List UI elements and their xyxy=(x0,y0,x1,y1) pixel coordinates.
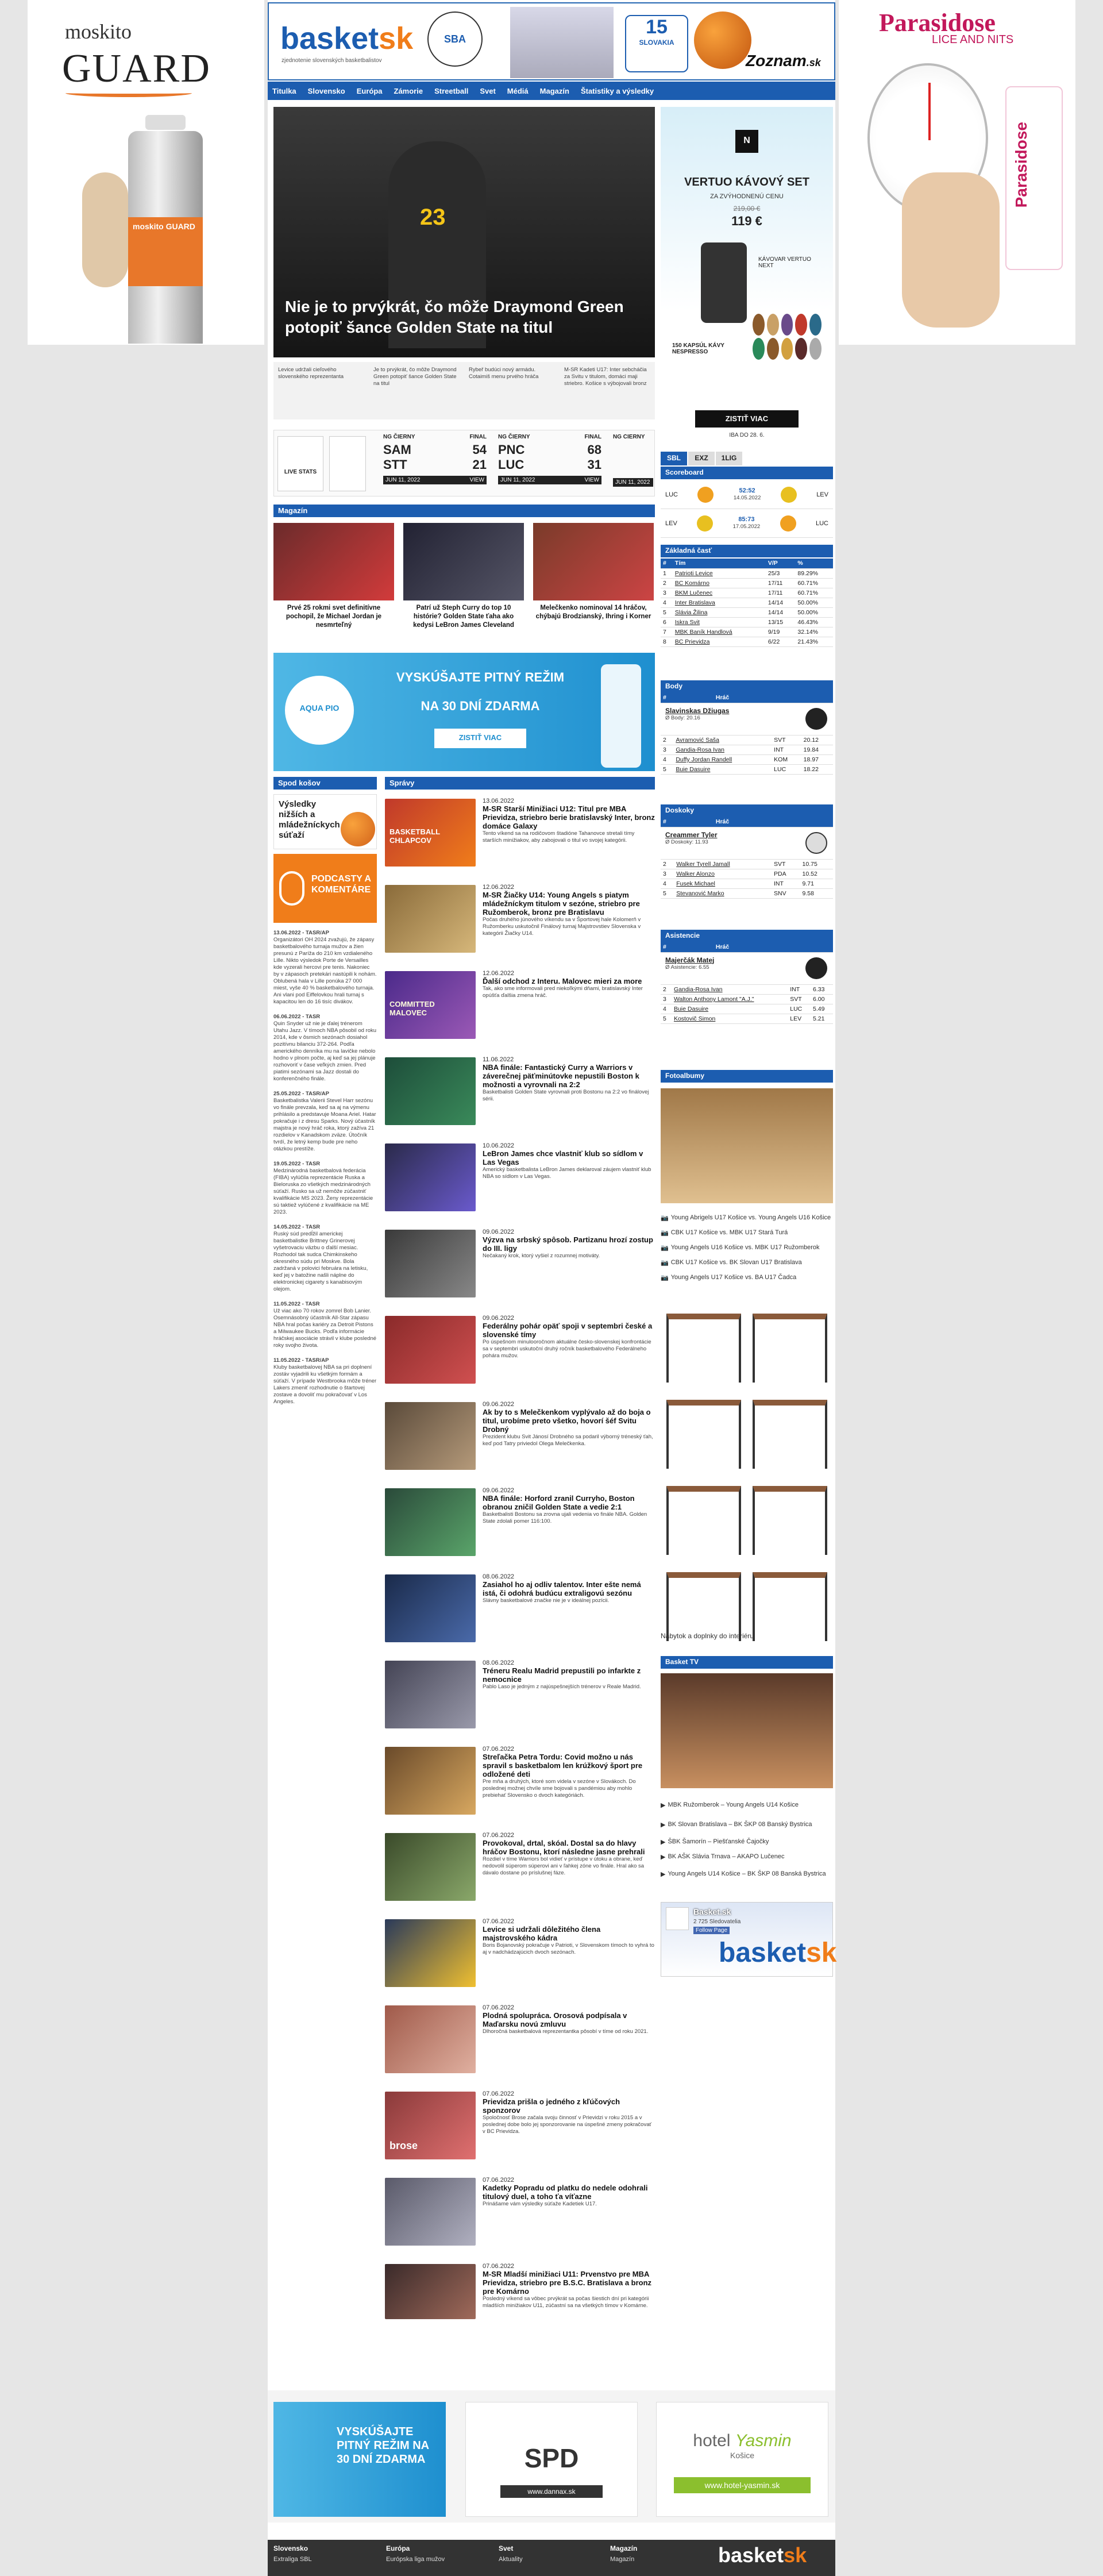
news-title[interactable]: M-SR Žiačky U14: Young Angels s piatym mládežníckym titulom v sezóne, striebro pre Ružomberok, bronz pre Bratislavu xyxy=(483,891,640,917)
baskettv-link[interactable]: ▶ MBK Ružomberok – Young Angels U14 Košice xyxy=(661,1801,799,1809)
fotoalbum-link[interactable]: 📷 CBK U17 Košice vs. MBK U17 Stará Turá xyxy=(661,1229,788,1237)
news-thumb xyxy=(385,2178,476,2246)
hero-title[interactable]: Nie je to prvýkrát, čo môže Draymond Green potopiť šance Golden State na titul xyxy=(285,298,624,336)
leader-top[interactable]: Slavinskas Džiugas Ø Body: 20.16 xyxy=(661,703,833,736)
news-title[interactable]: M-SR Mladší minižiaci U11: Prvenstvo pre MBA Prievidza, striebro pre B.S.C. Bratislava a bronz pre Komárno xyxy=(483,2270,652,2296)
main-nav xyxy=(268,82,835,100)
magazin-title[interactable]: Patrí už Steph Curry do top 10 histórie? Golden State ťaha ako kedysi LeBron James Cleveland xyxy=(413,604,514,629)
short-post[interactable]: 25.05.2022 - TASR/AP Basketbalistka Valerii Stevel Harr sezónu vo finále prevzala, keď sa aj na výmenu prihlásilo a predstavuje Moana Ariel. Hatar pokračuje i z dresu Sparks. Nový účastník majstra je nový hráč roka, ktorý zažíva 21 rozdielov v Kanadskom zväze. Útočník tvrdí, že letný kemp bude pre neho otázkou prestíže. xyxy=(273,1091,376,1152)
magazin-thumb xyxy=(403,523,524,600)
facebook-follow[interactable]: Follow Page xyxy=(693,1927,730,1934)
basketball-icon xyxy=(694,11,751,69)
nespresso-sub: ZA ZVÝHODNENÚ CENU xyxy=(710,193,784,200)
news-item[interactable]: 09.06.2022 NBA finále: Horford zranil Curryho, Boston obranou zničil Golden State a vedie 2:1 Basketbalisti Bostonu sa zrovna ujali vedenia vo finále NBA. Golden State zdolali pomer 116:100. xyxy=(385,1487,655,1570)
news-thumb xyxy=(385,2264,476,2319)
baskettv-link[interactable]: ▶ ŠBK Šamorín – Piešťanské Čajočky xyxy=(661,1838,769,1846)
table-row[interactable]: 4 Buie Dasuire LUC 5.49 xyxy=(661,1004,833,1014)
hero-teasers xyxy=(273,362,655,419)
news-title[interactable]: Prievidza prišla o jedného z kľúčových sponzorov xyxy=(483,2097,620,2115)
footer-col: Magazín Magazín xyxy=(610,2544,638,2563)
scores-strip xyxy=(273,430,655,496)
play-icon: ▶ xyxy=(661,1870,666,1878)
facebook-widget[interactable] xyxy=(661,1902,837,1977)
furniture-ad[interactable] xyxy=(661,1296,833,1641)
furniture-item xyxy=(666,1572,741,1641)
news-thumb xyxy=(385,1747,476,1815)
scoreboard-game[interactable]: LUC 52:52 14.05.2022 LEV xyxy=(661,480,833,509)
magazin-item[interactable] xyxy=(403,523,524,630)
nespresso-cta[interactable]: ZISTIŤ VIAC xyxy=(695,410,799,428)
leader-top[interactable]: Creammer Tyler Ø Doskoky: 11.93 xyxy=(661,827,833,860)
news-title[interactable]: NBA finále: Fantastický Curry a Warriors v záverečnej päťminútovke nepustili Boston k možnosti a vyrovnali na 2:2 xyxy=(483,1063,639,1089)
magazin-item[interactable] xyxy=(533,523,654,621)
news-thumb xyxy=(385,1402,476,1470)
spray-cap xyxy=(145,115,186,130)
news-item[interactable]: 07.06.2022 Plodná spolupráca. Orosová podpísala v Maďarsku novú zmluvu Dlhoročná basketbalová reprezentantka pôsobí v tíme od roku 2021. xyxy=(385,2004,655,2088)
nav-magazin[interactable]: Magazín xyxy=(539,86,569,95)
nespresso-title: VERTUO KÁVOVÝ SET xyxy=(684,176,809,188)
table-row[interactable]: 4 Duffy Jordan Randell KOM 18.97 xyxy=(661,755,833,765)
furniture-item xyxy=(666,1486,741,1555)
nespresso-note: IBA DO 28. 6. xyxy=(729,432,765,438)
baskettv-links xyxy=(661,1795,833,1884)
magazin-title[interactable]: Melečkenko nominoval 14 hráčov, chýbajú Brodzianský, Ihring i Korner xyxy=(535,604,651,620)
stopwatch-hand xyxy=(928,83,931,140)
camera-icon: 📷 xyxy=(661,1259,669,1266)
baskettv-header[interactable]: Basket TV xyxy=(661,1656,833,1669)
water-ad-cta[interactable]: ZISTIŤ VIAC xyxy=(434,729,526,748)
camera-icon: 📷 xyxy=(661,1229,669,1237)
furniture-item xyxy=(753,1314,827,1383)
table-row[interactable]: 3 BKM Lučenec 17/11 60.71% xyxy=(661,588,833,598)
news-thumb xyxy=(385,1574,476,1642)
banner-players xyxy=(510,7,614,78)
header-banner xyxy=(268,2,835,80)
table-row[interactable]: 6 Iskra Svit 13/15 46.43% xyxy=(661,617,833,627)
table-row[interactable]: 2 Gandia-Rosa Ivan INT 6.33 xyxy=(661,985,833,995)
leaders-title: Doskoky xyxy=(661,804,833,817)
news-title[interactable]: Levice si udržali dôležitého člena majstrovského kádra xyxy=(483,1925,601,1942)
facebook-banner-logo: basketsk xyxy=(719,1938,837,1968)
water-ad-text2: NA 30 DNÍ ZDARMA xyxy=(421,699,540,713)
news-item[interactable]: 07.06.2022 Streľačka Petra Tordu: Covid možno u nás spravil s basketbalom len krúžkový šport pre odložené deti Pre mňa a druhých, ktoré som videla v sezóne v Slovákoch. Do poslednej možnej chvíle sme bojovali s pandémiou aby mohlo prebiehať Slovensko o dvoch kategóriách. xyxy=(385,1746,655,1829)
news-thumb xyxy=(385,2005,476,2073)
zoznam-logo[interactable]: Zoznam.sk xyxy=(746,52,821,70)
page xyxy=(268,0,835,2576)
nav-titulka[interactable]: Titulka xyxy=(272,86,296,95)
magazin-thumb xyxy=(533,523,654,600)
leaders-title: Asistencie xyxy=(661,930,833,942)
news-thumb xyxy=(385,1316,476,1384)
news-item[interactable]: 09.06.2022 Ak by to s Melečkenkom vyplývalo až do boja o titul, urobíme preto všetko, hovorí šéf Svitu Drobný Prezident klubu Svit Jánosí Drobného sa podaril výborný tréneský ťah, keď pod Tatry priviedol Olega Melečkenka. xyxy=(385,1401,655,1484)
spod-kosov-header[interactable]: Spod košov xyxy=(273,777,377,790)
microphone-icon xyxy=(279,871,304,906)
news-item[interactable]: 09.06.2022 Federálny pohár opäť spoji v septembri české a slovenské tímy Po úspešnom minulooročnom aktuálne česko-slovenskej konfrontácie sa v septembri uskutoční druhý ročník basketbalového Federálneho pohára mužov. xyxy=(385,1315,655,1398)
news-item[interactable]: 07.06.2022 Provokoval, drtal, skóal. Dostal sa do hlavy hráčov Bostonu, ktorí následne jasne prehrali Rozdiel v tíme Warriors bol vidieť v prístupe v útoku a obrane, keď nedovolil súperom súperovi ani v ľahkej zóne vo finále. Hral ako sa dávalo dostane po príslušnej fáze. xyxy=(385,1832,655,1915)
magazin-thumb xyxy=(273,523,394,600)
news-title[interactable]: Provokoval, drtal, skóal. Dostal sa do hlavy hráčov Bostonu, ktorí následne jasne prehrali xyxy=(483,1839,645,1856)
table-row[interactable]: 8 BC Prievidza 6/22 21.43% xyxy=(661,637,833,646)
nav-svet[interactable]: Svet xyxy=(480,86,496,95)
nav-streetball[interactable]: Streetball xyxy=(434,86,469,95)
standings-table: # Tím V/P % 1 Patrioti Levice 25/3 89.29% 2 BC Komárno 17/11 60.71% 3 BKM Lučenec 17/11 60.71% 4 Inter Bratislava 14/14 50.00% 5 Slávia Žilina 14/14 50.00% 6 Iskra Svit 13/15 46.43% 7 MBK Baník Handlová 9/19 32.14% 8 BC Prievidza 6/22 21.43% xyxy=(661,559,833,647)
nespresso-logo: N xyxy=(735,130,758,153)
footer-col: Európa Európska liga mužov xyxy=(386,2544,445,2563)
fotoalbum-link[interactable]: 📷 CBK U17 Košice vs. BK Slovan U17 Bratislava xyxy=(661,1259,802,1266)
podcasty-label: PODCASTY A KOMENTÁRE xyxy=(311,874,371,895)
spray-can xyxy=(128,131,203,344)
nespresso-price: 119 € xyxy=(731,214,762,228)
baskettv-video[interactable] xyxy=(661,1673,833,1788)
play-icon: ▶ xyxy=(661,1821,666,1828)
leader-top[interactable]: Majerčák Matej Ø Asistencie: 6.55 xyxy=(661,953,833,985)
magazin-title[interactable]: Prvé 25 rokmi svet definitívne pochopil, že Michael Jordan je nesmrteľný xyxy=(286,604,382,629)
short-post[interactable]: 13.06.2022 - TASR/AP Organizátori OH 2024 zvažujú, že zápasy basketbalového turnaja mužov a žien presunú z Paríža do 210 km vzdialeného Lille. Nikto výsledok Porte de Versailles kde vyzerali hercovi pre tenis. Nakoniec by v zápasoch pretekári nastúpili k nohám. Oblubená hala v Lille ponúka 27 000 miest, vyše 40 % basketbalového turnaja. Ani vlani pod Eiffelovkou hrali turnaj s kapacitou len do 16 tisíc divákov. xyxy=(273,930,377,1005)
footer-logo[interactable]: basketsk xyxy=(718,2543,807,2567)
facebook-name[interactable]: Basket.sk xyxy=(693,1907,731,1916)
news-thumb xyxy=(385,1230,476,1297)
short-post[interactable]: 19.05.2022 - TASR Medzinárodná basketbalová federácia (FIBA) vylúčila reprezentácie Ruska a Bieloruska zo všetkých medzinárodných súťaží. Rusko sa už nemôže zúčastniť kvalifikácie MS 2023. Ženy reprezentácie sú taktiež vylúčené z kvalifikácie na ME 2023. xyxy=(273,1161,373,1215)
hand xyxy=(82,172,128,287)
leaders-asistencie: Asistencie # Hráč Majerčák Matej Ø Asistencie: 6.55 2 Gandia-Rosa Ivan INT 6.33 3 Walton Anthony Lamont "A.J." SVT 6.00 4 Buie Dasuire LUC 5.49 5 Kostovič Simon LEV 5.21 xyxy=(661,930,833,1024)
news-title[interactable]: M-SR Starší Minižiaci U12: Titul pre MBA Prievidza, striebro berie bratislavský Inter, bronz domáce Galaxy xyxy=(483,804,655,830)
news-thumb xyxy=(385,1661,476,1728)
news-item[interactable]: 07.06.2022 Levice si udržali dôležitého člena majstrovského kádra Boris Bojanovský pokračuje v Patrioti, v Slovenskom tímoch to vyhrá to aj v nadchádzajúcich dvoch sezónach. xyxy=(385,1918,655,2001)
team-logo xyxy=(805,708,827,730)
table-row[interactable]: 2 BC Komárno 17/11 60.71% xyxy=(661,578,833,588)
podcasty-box[interactable] xyxy=(273,854,377,923)
footer-col: Slovensko Extraliga SBL xyxy=(273,2544,312,2563)
fotoalbum-link[interactable]: 📷 Young Abrigels U17 Košice vs. Young Angels U16 Košice xyxy=(661,1214,831,1222)
table-row[interactable]: 7 MBK Baník Handlová 9/19 32.14% xyxy=(661,627,833,637)
short-post[interactable]: 06.06.2022 - TASR Quin Snyder už nie je ďalej trénerom Utahu Jazz. V tímoch NBA pôsobil od roku 2014, kde v ôsmich sezónach dosiahol pozitívnu bilanciu 372-264. Podľa amerického denníka mu na lavičke nebolo hodno v plnom počte, aj keď sa jej plánuje rozhovoriť v čase veľkých zmien. Pred piatimi sezónami sa Jazz dostali do konferenčného finále. xyxy=(273,1014,377,1082)
news-item[interactable]: 11.06.2022 NBA finále: Fantastický Curry a Warriors v záverečnej päťminútovke nepustili Boston k možnosti a vyrovnali na 2:2 Basketbalisti Golden State vyrovnali proti Bostonu na 2:2 vo finálovej sérii. xyxy=(385,1056,655,1139)
spravy-header[interactable]: Správy xyxy=(385,777,655,790)
vysledky-label: Výsledky nižších a mládežníckych súťaží xyxy=(279,799,340,840)
scoreboard-game[interactable]: LEV 85:73 17.05.2022 LUC xyxy=(661,509,833,538)
magazin-item[interactable] xyxy=(273,523,394,630)
furniture-item xyxy=(666,1314,741,1383)
team-logo xyxy=(805,832,827,854)
teaser-4[interactable]: M-SR Kadeti U17: Inter sebcháčia za Svitu v titulom, domáci maji striebro. Košice s výbojovali bronz xyxy=(564,367,647,387)
short-post[interactable]: 11.05.2022 - TASR Už viac ako 70 rokov zomrel Bob Lanier. Osemnásobný účastník All-Star zápasu NBA hral počas kariéry za Detroit Pistons a Milwaukee Bucks. Podľa informácie hráčskej asociácie strávil v klube posledné roky svojho života. xyxy=(273,1301,377,1349)
water-cooler xyxy=(601,664,641,768)
table-row[interactable]: 3 Walker Alonzo PDA 10.52 xyxy=(661,869,833,879)
ad-right-parasidose[interactable] xyxy=(839,0,1075,345)
nav-slovensko[interactable]: Slovensko xyxy=(307,86,345,95)
score-card-2[interactable]: NG ČIERNY FINAL PNC 68 LUC 31 JUN 11, 2022 VIEW xyxy=(498,434,601,483)
tube-label: Parasidose xyxy=(1012,122,1030,208)
short-post[interactable]: 11.05.2022 - TASR/AP Kluby basketbalovej NBA sa pri doplnení zostáv vyjadrili ku všetkým formám a súťaží. V prípade Westbrooka môže tréner Lakers zmeniť rozhodnutie o štartovej zostave a dovoliť mu pokračovať v Los Angeles. xyxy=(273,1357,377,1405)
table-row[interactable]: 3 Gandia-Rosa Ivan INT 19.84 xyxy=(661,745,833,755)
news-title[interactable]: Zasiahol ho aj odliv talentov. Inter ešte nemá istá, či odohrá budúcu extraligovú sezónu xyxy=(483,1580,641,1597)
news-item[interactable]: 07.06.2022 M-SR Mladší minižiaci U11: Prvenstvo pre MBA Prievidza, striebro pre B.S.C. Bratislava a bronz pre Komárno Posledný víkend sa vôbec prvýkrát sa počas šiestich dní pri kategórii mladších minižiakov U11, zúčastní sa na všetkých tímov v Komárne. xyxy=(385,2263,655,2320)
table-row[interactable]: 4 Inter Bratislava 14/14 50.00% xyxy=(661,598,833,607)
fotoalbum-image[interactable] xyxy=(661,1088,833,1203)
short-post[interactable]: 14.05.2022 - TASR Ruský súd predĺžil americkej basketbalistke Brittney Grinerovej vyšetrovaciu väzbu o ďalší mesiac. Rozhodol tak sudca Chimkinskeho okresného súdu pri Moskve. Bola zadržaná v polovici februára na letisku, keď jej v batožine našli náplne do elektronickej cigarety s kanabisovým olejom. xyxy=(273,1224,368,1292)
news-thumb xyxy=(385,1488,476,1556)
capsules xyxy=(753,314,822,360)
news-item[interactable]: BASKETBALL CHLAPCOV 13.06.2022 M-SR Starší Minižiaci U12: Titul pre MBA Prievidza, striebro berie bratislavský Inter, bronz domáce Galaxy Tento víkend sa na rodičovom štadióne Tahanovce stretali tímy starších minižiakov, aby zabojovali o titul vo svojej kategórii. xyxy=(385,798,655,881)
furniture-ad-label[interactable]: Nábytok a doplnky do interiéru xyxy=(661,1632,754,1640)
guard-brand: GUARD xyxy=(62,47,211,91)
furniture-item xyxy=(753,1400,827,1469)
teaser-3[interactable]: Rybeř budúci nový armádu. Cotaimiš menu prvého hráča xyxy=(469,367,539,380)
tab-1lig[interactable]: 1LIG xyxy=(716,452,742,465)
spravy-list xyxy=(385,798,655,2320)
sba-logo[interactable]: SBA xyxy=(427,11,483,67)
footer xyxy=(268,2540,835,2576)
live-stats-button[interactable]: LIVE STATS xyxy=(277,436,323,491)
news-item[interactable]: 07.06.2022 Kadetky Popradu od platku do nedele odohrali titulový duel, a toho ťa víťazne Prinášame vám výsledky súťaže Kadetiek U17. xyxy=(385,2177,655,2260)
site-logo[interactable]: basketsk xyxy=(280,21,414,56)
tab-sbl[interactable]: SBL xyxy=(661,452,687,465)
tab-exz[interactable]: EXZ xyxy=(688,452,715,465)
news-item[interactable]: 12.06.2022 M-SR Žiačky U14: Young Angels s piatym mládežníckym titulom v sezóne, striebro pre Ružomberok, bronz pre Bratislavu Počas druhého júnového víkendu sa v Športovej hale Kolomerň v Ružomberku uskutočnil Finálový turnaj Majstrovstiev Slovenska v kategórii Žiačky U14. xyxy=(385,884,655,967)
news-title[interactable]: Ďalší odchod z Interu. Malovec mieri za more xyxy=(483,977,642,985)
water-ad-text1: VYSKÚŠAJTE PITNÝ REŽIM xyxy=(396,670,565,684)
news-title[interactable]: Kadetky Popradu od platku do nedele odohrali titulový duel, a toho ťa víťazne xyxy=(483,2184,648,2201)
vysledky-box[interactable] xyxy=(273,794,377,849)
teaser-2[interactable]: Je to prvýkrát, čo môže Draymond Green potopiť šance Golden State na titul xyxy=(373,367,457,387)
team-logo xyxy=(805,957,827,979)
news-title[interactable]: Ak by to s Melečkenkom vyplývalo až do boja o titul, urobíme preto všetko, hovorí šéf Svitu Drobný xyxy=(483,1408,651,1434)
news-thumb: brose xyxy=(385,2092,476,2159)
table-row[interactable]: 5 Stevanović Marko SNV 9.58 xyxy=(661,889,833,899)
table-row[interactable]: 2 Avramović Saša SVT 20.12 xyxy=(661,736,833,745)
basketball-icon xyxy=(341,812,375,846)
logo-subtitle: zjednotenie slovenských basketbalistov xyxy=(281,57,382,64)
magazin-header[interactable]: Magazín xyxy=(273,505,655,517)
scoreboard-games xyxy=(661,480,833,540)
banner-jersey: 15 SLOVAKIA xyxy=(625,15,688,72)
fotoalbum-link[interactable]: 📷 Young Angels U17 Košice vs. BA U17 Čadca xyxy=(661,1274,797,1281)
facebook-likes: 2 725 Sledovatelia xyxy=(693,1919,741,1925)
table-row[interactable]: 1 Patrioti Levice 25/3 89.29% xyxy=(661,568,833,578)
hero-player: 23 xyxy=(388,141,486,348)
tube xyxy=(1005,86,1063,270)
genius-sports-logo xyxy=(329,436,366,491)
news-title[interactable]: NBA finále: Horford zranil Curryho, Boston obranou zničil Golden State a vedie 2:1 xyxy=(483,1494,635,1511)
nav-zamorie[interactable]: Zámorie xyxy=(394,86,423,95)
hero-article[interactable] xyxy=(273,107,655,357)
fotoalbum-links xyxy=(661,1210,833,1285)
facebook-avatar xyxy=(666,1907,689,1930)
news-item[interactable]: 10.06.2022 LeBron James chce vlastniť klub so sídlom v Las Vegas Americký basketbalista LeBron James deklaroval záujem vlastniť klub NBA so sídlom v Las Vegas. xyxy=(385,1142,655,1226)
baskettv-link[interactable]: ▶ BK Slovan Bratislava – BK ŠKP 08 Banský Bystrica xyxy=(661,1821,812,1828)
leaders-body: Body # Hráč Slavinskas Džiugas Ø Body: 20.16 2 Avramović Saša SVT 20.12 3 Gandia-Rosa Ivan INT 19.84 4 Duffy Jordan Randell KOM 18.97 5 Buie Dasuire LUC 18.22 xyxy=(661,680,833,775)
news-thumb xyxy=(385,1057,476,1125)
footer-col: Svet Aktuality xyxy=(499,2544,523,2563)
news-item[interactable]: 09.06.2022 Výzva na srbský spôsob. Partizanu hrozí zostup do III. ligy Nečakaný krok, ktorý vyšiel z rozumnej motiváty. xyxy=(385,1229,655,1312)
camera-icon: 📷 xyxy=(661,1244,669,1252)
parasidose-tagline: LICE AND NITS xyxy=(932,33,1014,46)
table-row[interactable]: 2 Walker Tyrell Jamall SVT 10.75 xyxy=(661,860,833,869)
news-title[interactable]: Plodná spolupráca. Orosová podpísala v Maďarsku novú zmluvu xyxy=(483,2011,627,2028)
leaders-doskoky: Doskoky # Hráč Creammer Tyler Ø Doskoky: 11.93 2 Walker Tyrell Jamall SVT 10.75 3 Walker Alonzo PDA 10.52 4 Fusek Michael INT 9.71 5 Stevanović Marko SNV 9.58 xyxy=(661,804,833,899)
orange-swoosh xyxy=(65,89,192,97)
teaser-1[interactable]: Levice udržali cieľového slovenského reprezentanta xyxy=(278,367,344,380)
news-thumb xyxy=(385,885,476,953)
magazin-list xyxy=(273,523,655,638)
news-title[interactable]: LeBron James chce vlastniť klub so sídlom v Las Vegas xyxy=(483,1149,643,1166)
news-thumb xyxy=(385,1919,476,1987)
news-title[interactable]: Tréneru Realu Madrid prepustili po infarkte z nemocnice xyxy=(483,1666,641,1684)
coffee-machine xyxy=(701,242,747,323)
bottom-ads xyxy=(268,2390,835,2523)
nespresso-machine-label: KÁVOVAR VERTUO NEXT xyxy=(758,256,811,269)
hand-right xyxy=(902,172,1000,328)
league-tabs xyxy=(661,452,833,465)
hotel-ad[interactable]: hotel Yasmin Košice www.hotel-yasmin.sk xyxy=(656,2402,828,2517)
nav-europa[interactable]: Európa xyxy=(356,86,383,95)
nespresso-capsules-label: 150 KAPSÚL KÁVY NESPRESSO xyxy=(672,342,724,355)
nav-statistiky[interactable]: Štatistiky a výsledky xyxy=(580,86,654,95)
news-item[interactable]: 08.06.2022 Tréneru Realu Madrid prepustili po infarkte z nemocnice Pablo Laso je jedným z najúspešnejších trénerov v Reale Madrid. xyxy=(385,1659,655,1743)
furniture-item xyxy=(666,1400,741,1469)
aquapio-logo: AQUA PIO xyxy=(285,676,354,745)
furniture-item xyxy=(753,1572,827,1641)
news-title[interactable]: Streľačka Petra Tordu: Covid možno u nás spravil s basketbalom len krúžkový šport pre odložené deti xyxy=(483,1753,643,1778)
news-title[interactable]: Výzva na srbský spôsob. Partizanu hrozí zostup do III. ligy xyxy=(483,1235,653,1253)
baskettv-link[interactable]: ▶ BK AŠK Slávia Trnava – AKAPO Lučenec xyxy=(661,1853,785,1861)
play-icon: ▶ xyxy=(661,1853,666,1861)
camera-icon: 📷 xyxy=(661,1274,669,1281)
news-thumb xyxy=(385,1833,476,1901)
score-card-3[interactable]: NG ČIERNY JUN 11, 2022 xyxy=(613,434,653,494)
can-label: moskito GUARD xyxy=(128,217,203,286)
nav-media[interactable]: Médiá xyxy=(507,86,529,95)
table-row[interactable]: 4 Fusek Michael INT 9.71 xyxy=(661,879,833,889)
spod-kosov-posts xyxy=(273,930,377,2384)
spd-ad[interactable]: SPD www.dannax.sk xyxy=(465,2402,638,2517)
table-row[interactable]: 5 Kostovič Simon LEV 5.21 xyxy=(661,1014,833,1024)
play-icon: ▶ xyxy=(661,1838,666,1846)
fotoalbumy-header[interactable]: Fotoalbumy xyxy=(661,1070,833,1083)
camera-icon: 📷 xyxy=(661,1214,669,1222)
scoreboard-header: Scoreboard xyxy=(661,467,833,479)
nespresso-old-price: 219,00 € xyxy=(733,205,761,213)
news-item[interactable]: 08.06.2022 Zasiahol ho aj odliv talentov. Inter ešte nemá istá, či odohrá budúcu extraligovú sezónu Slávny basketbalové značke nie je v ideálnej pozícii. xyxy=(385,1573,655,1657)
baskettv-link[interactable]: ▶ Young Angels U14 Košice – BK ŠKP 08 Banská Bystrica xyxy=(661,1870,826,1878)
parasidose-brand: Parasidose xyxy=(879,9,996,37)
furniture-item xyxy=(753,1486,827,1555)
fotoalbum-link[interactable]: 📷 Young Angels U16 Košice vs. MBK U17 Ružomberok xyxy=(661,1244,820,1252)
table-row[interactable]: 5 Slávia Žilina 14/14 50.00% xyxy=(661,607,833,617)
leaders-title: Body xyxy=(661,680,833,693)
news-item[interactable]: COMMITTED MALOVEC 12.06.2022 Ďalší odchod z Interu. Malovec mieri za more Tak, ako sme informovali pred niekoľkými dňami, bratislavský Inter opúšťa ďalšia zmena hráč. xyxy=(385,970,655,1053)
news-item[interactable]: brose 07.06.2022 Prievidza prišla o jedného z kľúčových sponzorov Spoločnosť Brose začala svoju činnosť v Prievidzi v roku 2015 a v poslednej dobe bolo jej sponzorovanie na úspešné zmeny pokračovať v BC Prievidza. xyxy=(385,2090,655,2174)
news-thumb: BASKETBALL CHLAPCOV xyxy=(385,799,476,867)
table-row[interactable]: 3 Walton Anthony Lamont "A.J." SVT 6.00 xyxy=(661,995,833,1004)
standings-header: Základná časť xyxy=(661,545,833,557)
ad-left-moskito[interactable] xyxy=(28,0,264,345)
nespresso-ad[interactable] xyxy=(661,107,833,446)
moskito-brand: moskito xyxy=(65,20,132,43)
news-thumb: COMMITTED MALOVEC xyxy=(385,971,476,1039)
play-icon: ▶ xyxy=(661,1801,666,1809)
table-row[interactable]: 5 Buie Dasuire LUC 18.22 xyxy=(661,765,833,775)
news-title[interactable]: Federálny pohár opäť spoji v septembri české a slovenské tímy xyxy=(483,1322,653,1339)
news-thumb xyxy=(385,1143,476,1211)
water-ad[interactable] xyxy=(273,653,655,771)
score-card-1[interactable]: NG ČIERNY FINAL SAM 54 STT 21 JUN 11, 2022 VIEW xyxy=(383,434,487,483)
water-ad-bottom[interactable]: VYSKÚŠAJTE PITNÝ REŽIM NA 30 DNÍ ZDARMA xyxy=(273,2402,446,2517)
